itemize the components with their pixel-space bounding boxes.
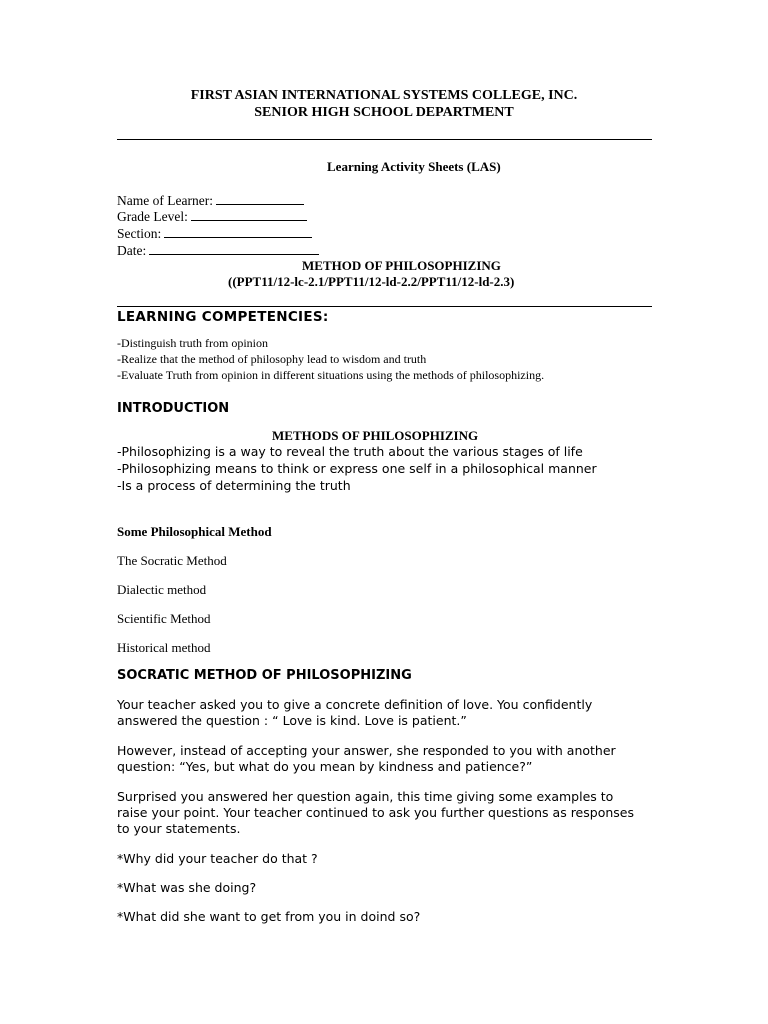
method-item: Scientific Method <box>117 611 211 626</box>
socratic-paragraph: Surprised you answered her question again, this time giving some examples to raise your point. Your teacher continued to ask you further questions as responses to your statements. <box>117 789 634 836</box>
department-name: SENIOR HIGH SCHOOL DEPARTMENT <box>254 105 514 120</box>
socratic-heading: SOCRATIC METHOD OF PHILOSOPHIZING <box>117 668 412 683</box>
section-blank[interactable] <box>164 226 312 238</box>
socratic-paragraph: Your teacher asked you to give a concrete definition of love. You confidently answered the question : “ Love is kind. Love is patient.” <box>117 697 593 728</box>
date-blank[interactable] <box>149 243 319 255</box>
header-divider <box>117 139 652 140</box>
learner-name-label: Name of Learner: <box>117 193 213 208</box>
method-item: Historical method <box>117 640 211 655</box>
method-item: Dialectic method <box>117 582 207 597</box>
socratic-question: *What did she want to get from you in doind so? <box>117 909 421 924</box>
learner-name-field <box>117 193 304 209</box>
socratic-question: *Why did your teacher do that ? <box>117 851 318 866</box>
grade-level-label: Grade Level: <box>117 209 188 224</box>
introduction-heading: INTRODUCTION <box>117 401 230 416</box>
topic-title: METHOD OF PHILOSOPHIZING <box>302 258 501 273</box>
date-label: Date: <box>117 243 147 258</box>
socratic-question: *What was she doing? <box>117 880 257 895</box>
section-label: Section: <box>117 226 162 241</box>
topic-divider <box>117 306 652 307</box>
section-field <box>117 226 312 242</box>
competencies-heading: LEARNING COMPETENCIES: <box>117 309 329 325</box>
sheet-title: Learning Activity Sheets (LAS) <box>327 159 501 174</box>
grade-level-field <box>117 209 307 225</box>
date-field <box>117 243 319 259</box>
school-name: FIRST ASIAN INTERNATIONAL SYSTEMS COLLEGE, INC. <box>190 88 578 103</box>
method-item: The Socratic Method <box>117 553 227 568</box>
grade-level-blank[interactable] <box>191 209 307 221</box>
introduction-subheading: METHODS OF PHILOSOPHIZING <box>272 428 479 443</box>
competency-item: -Realize that the method of philosophy lead to wisdom and truth <box>117 352 427 366</box>
introduction-item: -Philosophizing is a way to reveal the truth about the various stages of life <box>117 444 583 459</box>
learner-name-blank[interactable] <box>216 193 304 205</box>
competency-item: -Distinguish truth from opinion <box>117 336 268 350</box>
introduction-item: -Philosophizing means to think or express one self in a philosophical manner <box>117 461 597 476</box>
competency-item: -Evaluate Truth from opinion in different situations using the methods of philosophizing. <box>117 368 545 382</box>
topic-codes: ((PPT11/12-lc-2.1/PPT11/12-ld-2.2/PPT11/12-ld-2.3) <box>228 274 515 289</box>
socratic-paragraph: However, instead of accepting your answer, she responded to you with another question: “Yes, but what do you mean by kindness and patience?” <box>117 743 616 774</box>
introduction-item: -Is a process of determining the truth <box>117 478 351 493</box>
methods-heading: Some Philosophical Method <box>117 524 272 539</box>
